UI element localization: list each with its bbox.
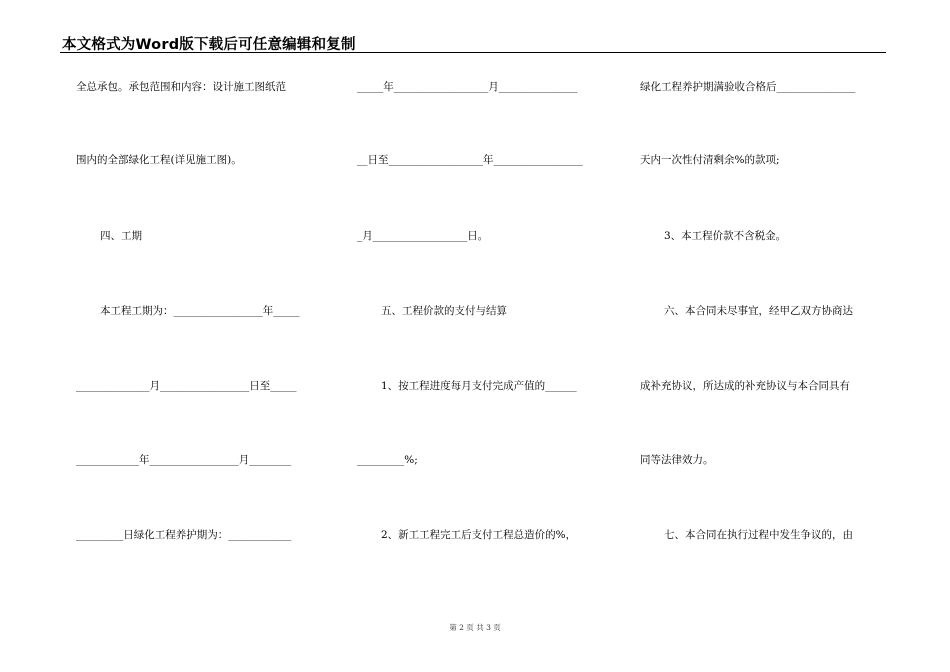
text-line: 全总承包。承包范围和内容：设计施工图纸范 xyxy=(76,81,286,93)
text-line: _____年__________________月_______________ xyxy=(357,81,578,93)
text-line: 成补充协议，所达成的补充协议与本合同具有 xyxy=(640,380,850,392)
text-line: _________日绿化工程养护期为：____________ xyxy=(76,529,292,541)
text-line: __日至__________________年_________________ xyxy=(357,154,583,166)
section-heading: 四、工期 xyxy=(100,230,142,242)
header-divider xyxy=(60,52,886,53)
text-line: 2、新工工程完工后支付工程总造价的%， xyxy=(381,529,577,541)
section-heading: 五、工程价款的支付与结算 xyxy=(381,305,507,317)
text-line: 本工程工期为：_________________年_____ xyxy=(100,305,300,317)
text-line: 3、本工程价款不含税金。 xyxy=(664,230,787,242)
section-heading: 六、本合同未尽事宜，经甲乙双方协商达 xyxy=(664,305,853,317)
text-line: 围内的全部绿化工程(详见施工图)。 xyxy=(76,154,242,166)
page-number: 第 2 页 共 3 页 xyxy=(449,623,501,632)
text-line: ____________年_________________月________ xyxy=(76,454,292,466)
text-line: ______________月_________________日至_____ xyxy=(76,380,297,392)
text-line: 天内一次性付清剩余%的款项; xyxy=(640,154,780,166)
text-line: _________%; xyxy=(357,454,418,466)
section-heading: 七、本合同在执行过程中发生争议的，由 xyxy=(664,529,853,541)
text-line: 1、按工程进度每月支付完成产值的______ xyxy=(381,380,577,392)
text-line: _月__________________日。 xyxy=(357,230,489,242)
text-line: 绿化工程养护期满验收合格后_______________ xyxy=(640,81,856,93)
text-line: 同等法律效力。 xyxy=(640,454,714,466)
document-header-title: 本文格式为Word版下载后可任意编辑和复制 xyxy=(62,37,356,53)
